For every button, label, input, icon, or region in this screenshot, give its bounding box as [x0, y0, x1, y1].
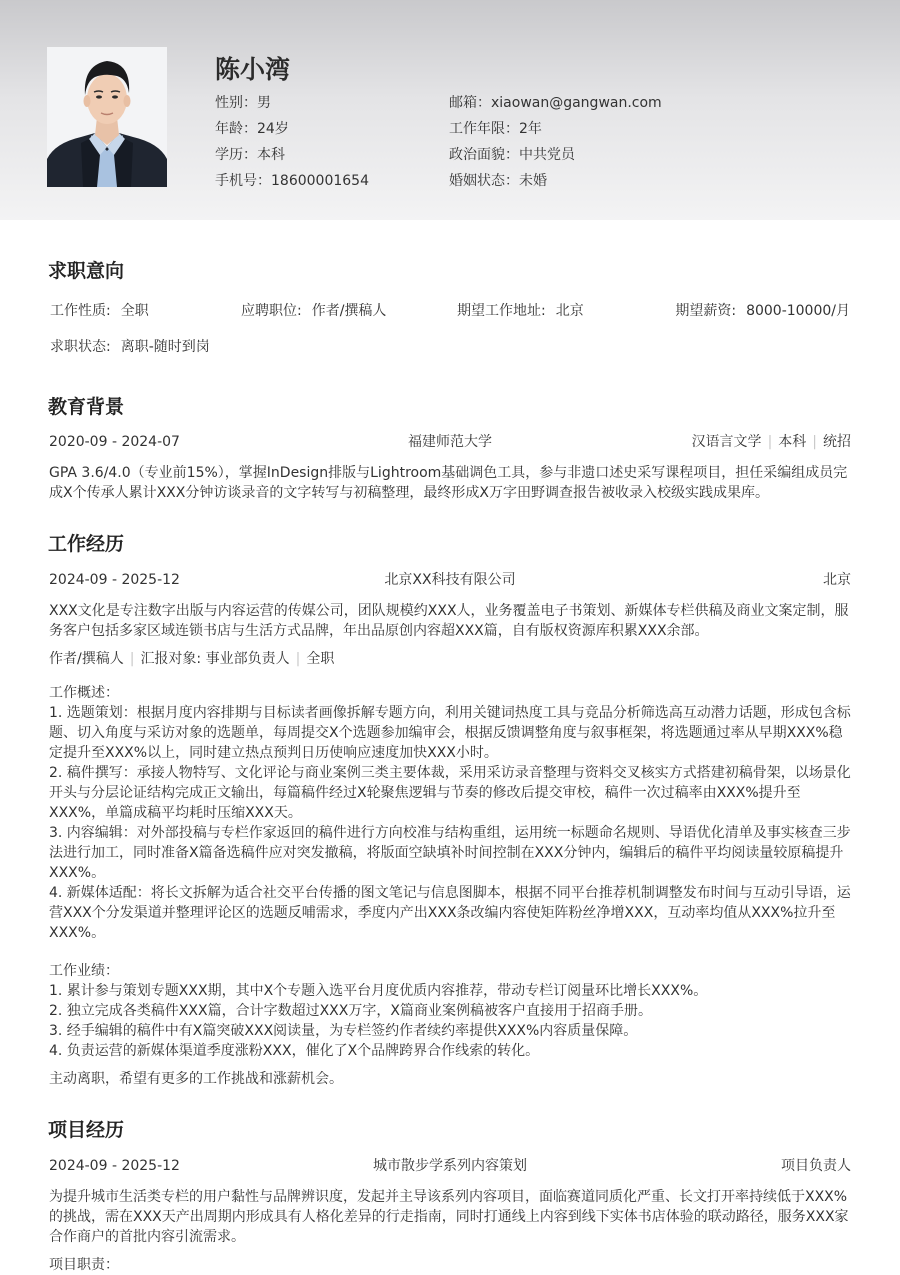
project-name: 城市散步学系列内容策划 [373, 1158, 527, 1174]
section-title: 项目经历 [48, 1119, 125, 1141]
intent-status [50, 337, 210, 357]
intent-type-label: 工作性质: [50, 303, 111, 319]
work-company: 北京XX科技有限公司 [384, 572, 516, 588]
work-report: 汇报对象: 事业部负责人 [140, 651, 290, 667]
overview-title: 工作概述： [49, 685, 119, 701]
phone-field: 手机号：18600001654 [215, 173, 369, 189]
email-field: 邮箱：xiaowan@gangwan.com [449, 95, 662, 111]
achieve-item: 1. 累计参与策划专题XXX期，其中X个专题入选平台月度优质内容推荐，带动专栏订阅量环比增长XXX%。 [49, 983, 708, 999]
profile-header [0, 0, 900, 220]
profile-photo [47, 47, 167, 187]
candidate-name: 陈小湾 [215, 55, 291, 84]
work-achievements [49, 961, 853, 1061]
company-description [49, 601, 853, 641]
project-duties [49, 1255, 853, 1275]
company-desc-text: XXX文化是专注数字出版与内容运营的传媒公司，团队规模约XXX人，业务覆盖电子书策划、新媒体专栏供稿及商业文案定制，服务客户包括多家区域连锁书店与生活方式品牌，年出品原创内容超XXX篇，自有版权资源库积累XXX余部。 [49, 603, 849, 639]
project-duty-title: 项目职责： [49, 1257, 119, 1273]
divider: | [295, 651, 301, 667]
overview-item: 1. 选题策划：根据月度内容排期与目标读者画像拆解专题方向，利用关键词热度工具与竞品分析筛选高互动潜力话题，形成包含标题、切入角度与采访对象的选题单，每周提交X个选题参加编审会，根据反馈调整角度与叙事框架，将选题通过率从早期XXX%稳定提升至XXX%以上，同时建立热点预判日历使响应速度加快XXX小时。 [49, 705, 851, 761]
intent-salary-label: 期望薪资: [675, 303, 737, 319]
divider: | [812, 434, 817, 450]
political-field: 政治面貌：中共党员 [449, 147, 575, 163]
education-desc-text: GPA 3.6/4.0（专业前15%），掌握InDesign排版与Lightroom基础调色工具，参与非遗口述史采写课程项目，担任采编组成员完成X个传承人累计XXX分钟访谈录音的文字转写与初稿整理，最终形成X万字田野调查报告被收录入校级实践成果库。 [49, 465, 848, 501]
work-overview [49, 683, 853, 943]
education-meta [692, 432, 851, 452]
education-major: 汉语言文学 [691, 434, 762, 450]
education-description [49, 463, 853, 503]
project-description [49, 1187, 853, 1247]
intent-section [48, 256, 852, 283]
achieve-item: 2. 独立完成各类稿件XXX篇，合计字数超过XXX万字，X篇商业案例稿被客户直接用于招商手册。 [49, 1003, 652, 1019]
overview-item: 3. 内容编辑：对外部投稿与专栏作家返回的稿件进行方向校准与结构重组，运用统一标题命名规则、导语优化清单及事实核查三步法进行加工，同时准备X篇备选稿件应对突发撤稿，将版面空缺填补时间控制在XXX分钟内，编辑后的稿件平均阅读量较原稿提升XXX%。 [49, 825, 851, 881]
intent-type [50, 301, 149, 321]
project-desc-text: 为提升城市生活类专栏的用户黏性与品牌辨识度，发起并主导该系列内容项目，面临赛道同质化严重、长文打开率持续低于XXX%的挑战，需在XXX天产出周期内形成具有人格化差异的行走指南，同时打通线上内容到线下实体书店体验的联动路径，服务XXX家合作商户的首批内容引流需求。 [49, 1189, 849, 1245]
project-period: 2024-09 - 2025-12 [49, 1158, 180, 1174]
overview-item: 2. 稿件撰写：承接人物特写、文化评论与商业案例三类主要体裁，采用采访录音整理与资料交叉核实方式搭建初稿骨架，以场景化开头与分层论证结构完成正文输出，每篇稿件经过X轮聚焦逻辑与节奏的修改后提交审校，稿件一次过稿率由XXX%提升至XXX%，单篇成稿平均耗时压缩XXX天。 [49, 765, 851, 821]
intent-salary [675, 301, 850, 321]
divider: | [129, 651, 135, 667]
achieve-title: 工作业绩： [49, 963, 119, 979]
section-title: 教育背景 [48, 396, 125, 418]
intent-status-label: 求职状态: [50, 339, 111, 355]
project-role: 项目负责人 [781, 1158, 851, 1174]
achieve-item: 4. 负责运营的新媒体渠道季度涨粉XXX，催化了X个品牌跨界合作线索的转化。 [49, 1043, 540, 1059]
work-period: 2024-09 - 2025-12 [49, 572, 180, 588]
intent-status-value: 离职-随时到岗 [120, 339, 210, 355]
divider: | [767, 434, 773, 450]
education-enroll: 统招 [823, 434, 851, 450]
intent-location [457, 301, 584, 321]
project-section [48, 1115, 852, 1142]
education-school: 福建师范大学 [408, 434, 492, 450]
section-title: 求职意向 [48, 260, 125, 282]
leave-text: 主动离职，希望有更多的工作挑战和涨薪机会。 [49, 1071, 343, 1087]
achieve-item: 3. 经手编辑的稿件中有X篇突破XXX阅读量，为专栏签约作者续约率提供XXX%内容质量保障。 [49, 1023, 638, 1039]
intent-position [241, 301, 386, 321]
education-field: 学历：本科 [215, 147, 285, 163]
marital-field: 婚姻状态：未婚 [449, 173, 547, 189]
education-period: 2020-09 - 2024-07 [49, 434, 180, 450]
gender-field: 性别：男 [215, 95, 271, 111]
work-kind: 全职 [306, 651, 335, 667]
section-title: 工作经历 [48, 533, 125, 555]
portrait-image [47, 47, 167, 187]
work-tags [49, 649, 853, 669]
intent-location-label: 期望工作地址: [457, 303, 546, 319]
work-role: 作者/撰稿人 [49, 651, 124, 667]
work-section [48, 529, 852, 556]
intent-position-value: 作者/撰稿人 [311, 303, 387, 319]
intent-position-label: 应聘职位: [241, 303, 302, 319]
age-field: 年龄：24岁 [215, 121, 289, 137]
leave-reason [49, 1069, 853, 1089]
education-section [48, 392, 852, 419]
work-years-field: 工作年限：2年 [449, 121, 542, 137]
education-degree: 本科 [778, 434, 807, 450]
intent-salary-value: 8000-10000/月 [746, 303, 850, 319]
overview-item: 4. 新媒体适配：将长文拆解为适合社交平台传播的图文笔记与信息图脚本，根据不同平台推荐机制调整发布时间与互动引导语，运营XXX个分发渠道并整理评论区的选题反哺需求，季度内产出XXX条改编内容使矩阵粉丝净增XXX，互动率均值从XXX%拉升至XXX%。 [49, 885, 851, 941]
intent-location-value: 北京 [555, 303, 584, 319]
work-city: 北京 [823, 572, 851, 588]
intent-type-value: 全职 [120, 303, 149, 319]
